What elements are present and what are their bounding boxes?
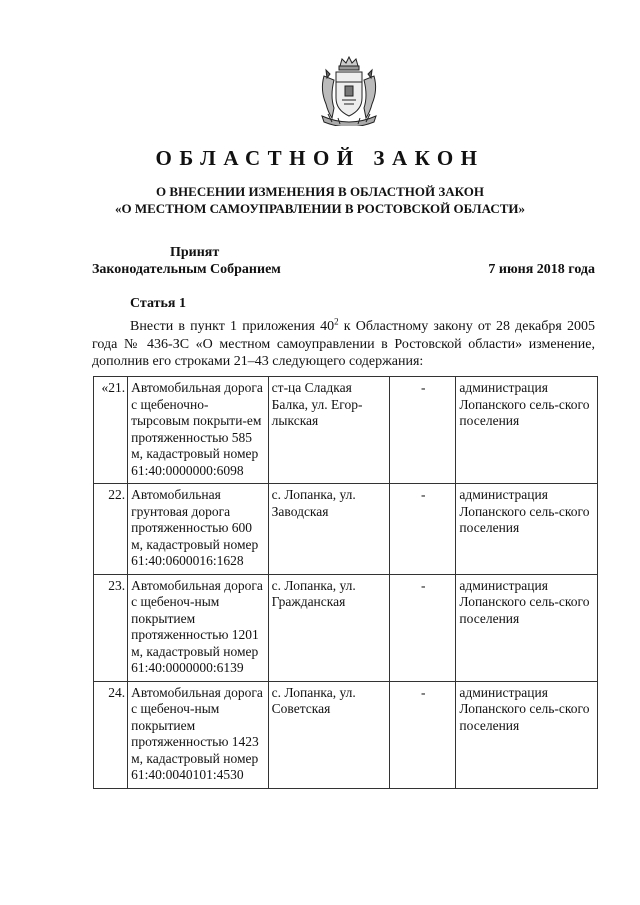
article-superscript: 2	[334, 316, 339, 327]
adopted-label: Принят	[170, 245, 220, 260]
row-number: «21.	[94, 377, 128, 484]
row-dash: -	[390, 681, 456, 788]
row-object: Автомобильная дорога с щебеноч-ным покрытием протяженностью 1423 м, кадастровый номер 61:40:0040101:4530	[128, 681, 269, 788]
table-row	[94, 377, 598, 484]
table-row	[94, 681, 598, 788]
row-location: ст-ца Сладкая Балка, ул. Егор-лыкская	[268, 377, 389, 484]
subtitle-line-1: О ВНЕСЕНИИ ИЗМЕНЕНИЯ В ОБЛАСТНОЙ ЗАКОН	[156, 184, 484, 199]
row-location: с. Лопанка, ул. Гражданская	[268, 574, 389, 681]
row-dash: -	[390, 484, 456, 575]
row-object: Автомобильная грунтовая дорога протяженностью 600 м, кадастровый номер 61:40:0600016:1628	[128, 484, 269, 575]
row-owner: администрация Лопанского сель-ского поселения	[456, 574, 598, 681]
row-owner: администрация Лопанского сель-ского поселения	[456, 377, 598, 484]
subtitle-line-2: «О МЕСТНОМ САМОУПРАВЛЕНИИ В РОСТОВСКОЙ ОБЛАСТИ»	[115, 201, 525, 216]
row-object: Автомобильная дорога с щебеноч-ным покрытием протяженностью 1201 м, кадастровый номер 61:40:0000000:6139	[128, 574, 269, 681]
law-subtitle	[0, 183, 640, 217]
coat-of-arms-icon	[318, 56, 380, 126]
row-number: 23.	[94, 574, 128, 681]
article-text-end: к Областному закону от 28 декабря 2005 года № 436-ЗС «О местном самоуправлении в Ростовской области» изменение, дополнив его строками 21–43 следующего содержания:	[92, 319, 595, 369]
article-text-start: Внести в пункт 1 приложения 40	[130, 319, 335, 334]
table-row	[94, 484, 598, 575]
row-number: 24.	[94, 681, 128, 788]
roads-table	[93, 376, 598, 789]
row-object: Автомобильная дорога с щебеночно-тырсовым покрыти-ем протяженностью 585 м, кадастровый номер 61:40:0000000:6098	[128, 377, 269, 484]
article-text	[92, 318, 595, 371]
adoption-date: 7 июня 2018 года	[488, 262, 595, 277]
row-number: 22.	[94, 484, 128, 575]
row-owner: администрация Лопанского сель-ского поселения	[456, 681, 598, 788]
row-dash: -	[390, 574, 456, 681]
article-heading: Статья 1	[130, 296, 186, 311]
row-owner: администрация Лопанского сель-ского поселения	[456, 484, 598, 575]
table-row	[94, 574, 598, 681]
row-location: с. Лопанка, ул. Заводская	[268, 484, 389, 575]
law-title: ОБЛАСТНОЙ ЗАКОН	[155, 146, 485, 170]
row-dash: -	[390, 377, 456, 484]
row-location: с. Лопанка, ул. Советская	[268, 681, 389, 788]
adopted-by: Законодательным Собранием	[92, 262, 281, 277]
